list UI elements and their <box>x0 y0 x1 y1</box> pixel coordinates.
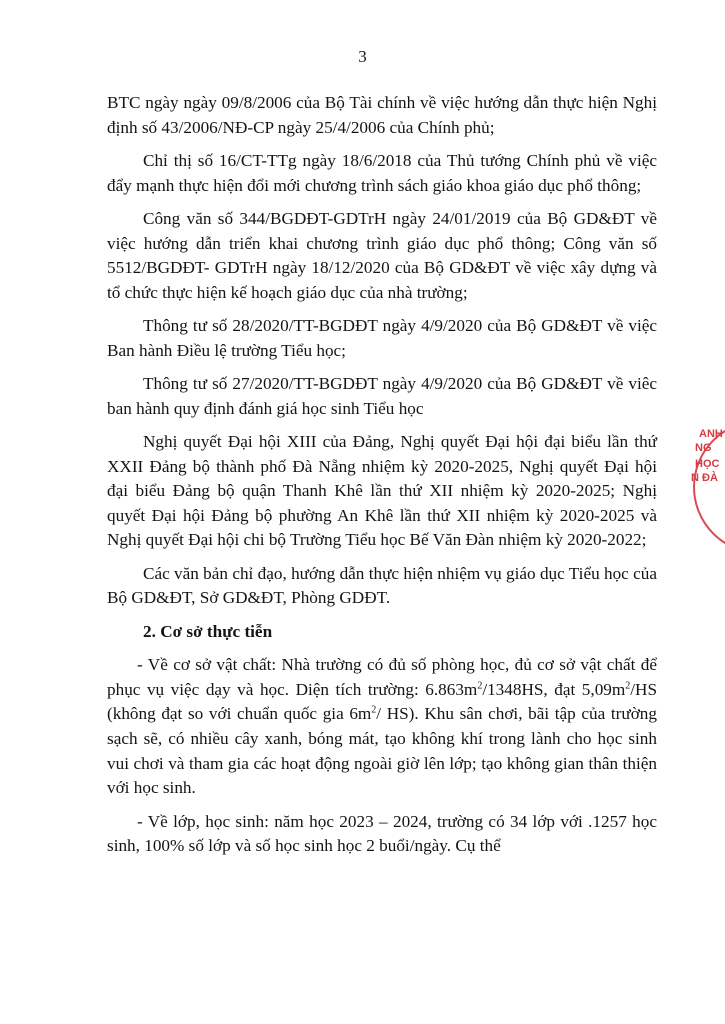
paragraph-continuation: BTC ngày ngày 09/8/2006 của Bộ Tài chính về việc hướng dẫn thực hiện Nghị định số 43/2006/NĐ-CP ngày 25/4/2006 của Chính phủ; <box>107 93 657 137</box>
seal-text-line: NG <box>695 442 712 454</box>
paragraph-classes: - Về lớp, học sinh: năm học 2023 – 2024, trường có 34 lớp với .1257 học sinh, 100% số lớp và số học sinh học 2 buổi/ngày. Cụ thể <box>107 811 657 856</box>
facilities-text-c: /HS (không đạt so với chuẩn quốc gia 6m <box>107 679 657 724</box>
document-body <box>107 91 657 868</box>
superscript: 2 <box>477 680 483 692</box>
red-seal-stamp <box>689 420 725 560</box>
paragraph-circular-27: Thông tư số 27/2020/TT-BGDĐT ngày 4/9/2020 của Bộ GD&ĐT về viêc ban hành quy định đánh giá học sinh Tiểu học <box>107 374 657 418</box>
facilities-text-b: /1348HS, đạt 5,09m <box>482 679 626 699</box>
superscript: 2 <box>371 704 377 716</box>
seal-text-line: ANH <box>699 428 723 440</box>
seal-text-line: N ĐÀ <box>691 472 718 484</box>
paragraph-directive-16: Chỉ thị số 16/CT-TTg ngày 18/6/2018 của Thủ tướng Chính phủ về việc đẩy mạnh thực hiện đổi mới chương trình sách giáo khoa giáo dục phổ thông; <box>107 150 657 195</box>
facilities-text-a: - Về cơ sở vật chất: Nhà trường có đủ số phòng học, đủ cơ sở vật chất để phục vụ việc dạy và học. Diện tích trường: 6.863m <box>107 655 657 699</box>
paragraph-resolutions: Nghị quyết Đại hội XIII của Đảng, Nghị quyết Đại hội đại biểu lần thứ XXII Đảng bộ thành phố Đà Nẵng nhiệm kỳ 2020-2025, Nghị quyết Đại hội đại biểu Đảng bộ quận Thanh Khê lần thứ XII nhiệm kỳ 2020-2025; Nghị quyết Đại hội Đảng bộ phường An Khê lần thứ XII nhiệm kỳ 2020-2025 và Nghị quyết Đại hội chi bộ Trường Tiểu học Bế Văn Đàn nhiệm kỳ 2020-2022; <box>107 432 657 550</box>
paragraph-circular-28: Thông tư số 28/2020/TT-BGDĐT ngày 4/9/2020 của Bộ GD&ĐT về việc Ban hành Điều lệ trường Tiểu học; <box>107 316 657 360</box>
paragraph-facilities <box>107 653 657 801</box>
section-heading: 2. Cơ sở thực tiễn <box>143 621 273 641</box>
facilities-text-d: / HS). Khu sân chơi, bãi tập của trường sạch sẽ, có nhiều cây xanh, bóng mát, tạo không khí trong lành cho học sinh vui chơi và tham gia các hoạt động ngoài giờ lên lớp; tạo không gian thân thiện với học sinh. <box>107 704 657 798</box>
paragraph-guidance: Các văn bản chỉ đạo, hướng dẫn thực hiện nhiệm vụ giáo dục Tiểu học của Bộ GD&ĐT, Sở GD&ĐT, Phòng GDĐT. <box>107 563 657 608</box>
paragraph-official-letter: Công văn số 344/BGDĐT-GDTrH ngày 24/01/2019 của Bộ GD&ĐT về việc hướng dẫn triển khai chương trình giáo dục phổ thông; Công văn số 5512/BGDĐT- GDTrH ngày 18/12/2020 của Bộ GD&ĐT về việc xây dựng và tổ chức thực hiện kế hoạch giáo dục của nhà trường; <box>107 208 657 302</box>
superscript: 2 <box>625 680 631 692</box>
seal-ring <box>693 420 725 554</box>
seal-text-line: HỌC <box>695 458 720 470</box>
page-number: 3 <box>358 47 367 66</box>
